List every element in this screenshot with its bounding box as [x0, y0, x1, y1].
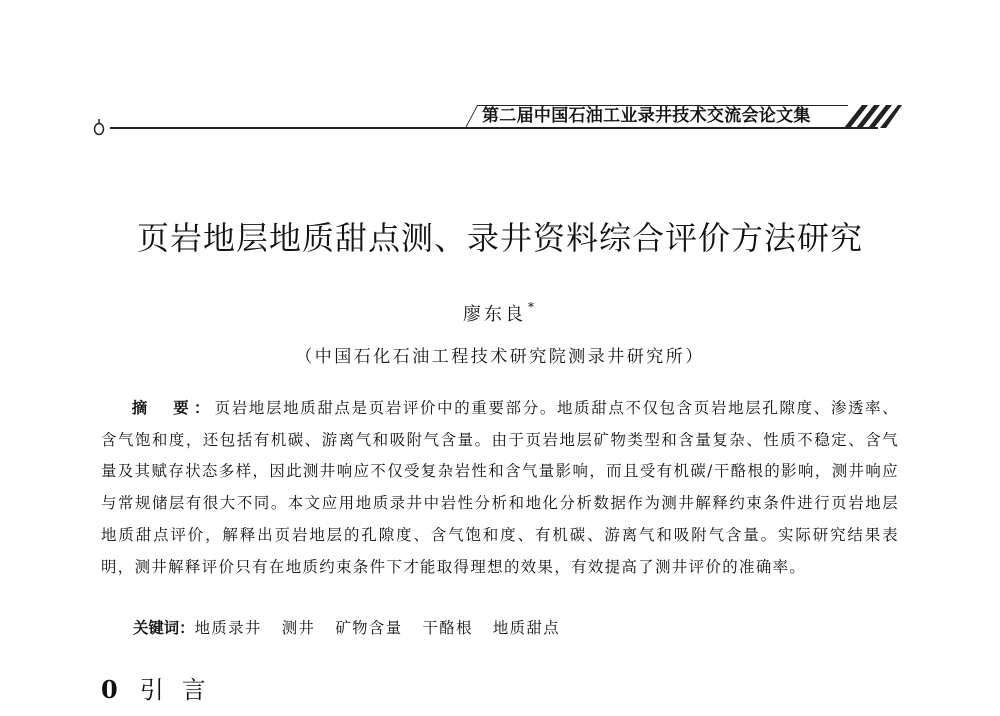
section-number: 0 — [101, 675, 118, 704]
abstract-text: 页岩地层地质甜点是页岩评价中的重要部分。地质甜点不仅包含页岩地层孔隙度、渗透率、含气饱和度，还包括有机碳、游离气和吸附气含量。由于页岩地层矿物类型和含量复杂、性质不稳定、含气量及其赋存状态多样，因此测井响应不仅受复杂岩性和含气量影响，而且受有机碳/干酪根的影响，测井响应与常规储层有很大不同。本文应用地质录井中岩性分析和地化分析数据作为测井解释约束条件进行页岩地层地质甜点评价，解释出页岩地层的孔隙度、含气饱和度、有机碳、游离气和吸附气含量。实际研究结果表明，测井解释评价只有在地质约束条件下才能取得理想的效果，有效提高了测井评价的准确率。 — [101, 399, 899, 576]
keyword: 矿物含量 — [335, 619, 403, 637]
paper-title: 页岩地层地质甜点测、录井资料综合评价方法研究 — [136, 219, 863, 257]
abstract — [101, 393, 899, 583]
author-footnote-mark: * — [528, 300, 537, 314]
keywords-line — [133, 616, 580, 638]
proceedings-title: 第二届中国石油工业录井技术交流会论文集 — [482, 106, 811, 126]
author-affiliation: （中国石化石油工程技术研究院测录井研究所） — [295, 347, 705, 367]
keyword: 测井 — [281, 619, 316, 637]
stripes-ornament-icon — [840, 102, 902, 130]
keyword: 地质甜点 — [492, 619, 561, 637]
keyword: 地质录井 — [194, 619, 262, 637]
author-name: 廖东良 — [463, 304, 526, 325]
section-heading — [101, 670, 224, 705]
section-title: 引言 — [139, 676, 224, 704]
keyword: 干酪根 — [422, 619, 473, 637]
leaf-ornament-icon — [92, 118, 106, 136]
running-header — [92, 100, 902, 140]
author-line — [0, 300, 1000, 326]
keywords-label: 关键词： — [133, 619, 195, 637]
abstract-label: 摘 要： — [131, 399, 215, 417]
